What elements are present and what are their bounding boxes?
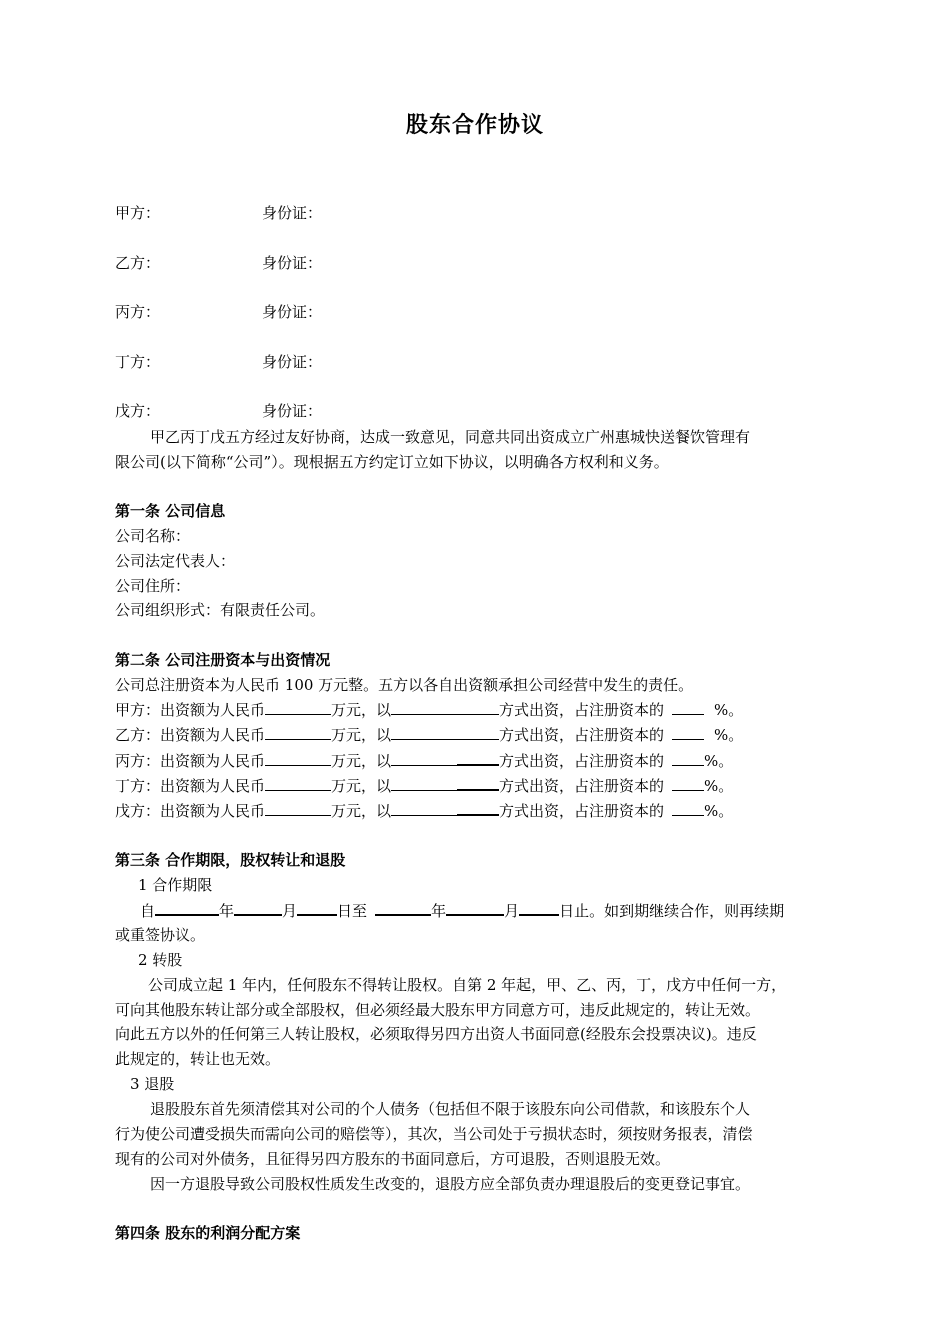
party-e-id-label: 身份证： — [262, 402, 323, 420]
party-b-id-label: 身份证： — [262, 254, 323, 272]
company-form-field: 公司组织形式：有限责任公司。 — [115, 601, 326, 619]
contribution-party: 丙方：出资额为人民币 — [115, 752, 266, 770]
contribution-percent: %。 — [704, 752, 734, 770]
contribution-unit: 万元，以 — [331, 802, 392, 820]
article-4-heading: 第四条 股东的利润分配方案 — [115, 1224, 301, 1242]
term-line — [140, 900, 784, 921]
method-blank — [391, 801, 457, 816]
contribution-party: 甲方：出资额为人民币 — [115, 701, 266, 719]
contribution-row-c — [115, 750, 733, 771]
term-end: 日止。如到期继续合作，则再续期 — [559, 902, 785, 920]
contribution-party: 乙方：出资额为人民币 — [115, 726, 266, 744]
party-a-id-label: 身份证： — [262, 204, 323, 222]
contribution-method: 方式出资，占注册资本的 — [499, 802, 665, 820]
method-blank — [391, 725, 499, 740]
party-e-label: 戊方： — [115, 402, 161, 420]
term-month: 月 — [282, 902, 298, 920]
intro-line-2: 限公司(以下简称“公司”）。现根据五方约定订立如下协议，以明确各方权利和义务。 — [115, 453, 669, 471]
withdraw-line-3: 现有的公司对外债务，且征得另四方股东的书面同意后，方可退股，否则退股无效。 — [115, 1150, 671, 1168]
contribution-method: 方式出资，占注册资本的 — [499, 726, 665, 744]
transfer-line-3: 向此五方以外的任何第三人转让股权，必须取得另四方出资人书面同意(经股东会投票决议)。违反 — [115, 1025, 757, 1043]
contribution-unit: 万元，以 — [331, 752, 392, 770]
percent-blank — [672, 801, 704, 816]
contribution-unit: 万元，以 — [331, 777, 392, 795]
term-day-to: 日至 — [337, 902, 368, 920]
term-subheading: 1 合作期限 — [138, 876, 213, 894]
party-d-id-label: 身份证： — [262, 353, 323, 371]
term-year-2: 年 — [431, 902, 447, 920]
amount-blank — [265, 751, 331, 766]
withdraw-line-2: 行为使公司遭受损失而需向公司的赔偿等），其次，当公司处于亏损状态时，须按财务报表，清偿 — [115, 1125, 753, 1143]
start-day-blank — [297, 900, 337, 916]
method-blank-thick — [457, 800, 499, 816]
contribution-method: 方式出资，占注册资本的 — [499, 701, 665, 719]
transfer-line-4: 此规定的，转让也无效。 — [115, 1050, 281, 1068]
contribution-party: 戊方：出资额为人民币 — [115, 802, 266, 820]
amount-blank — [265, 725, 331, 740]
term-month-2: 月 — [504, 902, 520, 920]
contribution-unit: 万元，以 — [331, 726, 392, 744]
end-year-blank — [375, 900, 431, 916]
end-day-blank — [519, 900, 559, 916]
end-month-blank — [446, 900, 504, 916]
contribution-percent: %。 — [714, 701, 744, 719]
article-3-heading: 第三条 合作期限，股权转让和退股 — [115, 851, 346, 869]
method-blank-thick — [457, 750, 499, 766]
party-d-label: 丁方： — [115, 353, 161, 371]
article-1-heading: 第一条 公司信息 — [115, 502, 226, 520]
contribution-percent: %。 — [704, 802, 734, 820]
withdraw-line-1: 退股股东首先须清偿其对公司的个人债务（包括但不限于该股东向公司借款，和该股东个人 — [150, 1100, 751, 1118]
method-blank-thick — [457, 775, 499, 791]
party-b-label: 乙方： — [115, 254, 161, 272]
contribution-party: 丁方：出资额为人民币 — [115, 777, 266, 795]
withdraw-subheading: 3 退股 — [130, 1075, 175, 1093]
term-from: 自 — [140, 902, 156, 920]
method-blank — [391, 776, 457, 791]
party-c-label: 丙方： — [115, 303, 161, 321]
amount-blank — [265, 801, 331, 816]
withdraw-line-4: 因一方退股导致公司股权性质发生改变的，退股方应全部负责办理退股后的变更登记事宜。 — [150, 1175, 751, 1193]
method-blank — [391, 751, 457, 766]
start-year-blank — [155, 900, 219, 916]
article-2-heading: 第二条 公司注册资本与出资情况 — [115, 651, 331, 669]
contribution-percent: %。 — [704, 777, 734, 795]
term-line-2: 或重签协议。 — [115, 926, 206, 944]
transfer-line-1: 公司成立起 1 年内，任何股东不得转让股权。自第 2 年起，甲、乙、丙，丁，戊方中任何一方， — [148, 976, 787, 994]
percent-blank — [672, 700, 704, 715]
contribution-method: 方式出资，占注册资本的 — [499, 777, 665, 795]
transfer-subheading: 2 转股 — [138, 951, 183, 969]
contribution-percent: %。 — [714, 726, 744, 744]
percent-blank — [672, 776, 704, 791]
contribution-row-b — [115, 725, 743, 745]
legal-representative-field: 公司法定代表人： — [115, 552, 236, 570]
start-month-blank — [234, 900, 282, 916]
company-address-field: 公司住所： — [115, 577, 191, 595]
amount-blank — [265, 776, 331, 791]
method-blank — [391, 700, 499, 715]
contribution-row-e — [115, 800, 733, 821]
party-a-label: 甲方： — [115, 204, 161, 222]
contribution-method: 方式出资，占注册资本的 — [499, 752, 665, 770]
percent-blank — [672, 725, 704, 740]
transfer-line-2: 可向其他股东转让部分或全部股权，但必须经最大股东甲方同意方可，违反此规定的，转让无效。 — [115, 1001, 761, 1019]
document-title: 股东合作协议 — [405, 112, 544, 138]
term-year: 年 — [219, 902, 235, 920]
contribution-row-d — [115, 775, 733, 796]
capital-summary: 公司总注册资本为人民币 100 万元整。五方以各自出资额承担公司经营中发生的责任。 — [115, 676, 694, 694]
contribution-unit: 万元，以 — [331, 701, 392, 719]
percent-blank — [672, 751, 704, 766]
amount-blank — [265, 700, 331, 715]
party-c-id-label: 身份证： — [262, 303, 323, 321]
intro-line-1: 甲乙丙丁戊五方经过友好协商，达成一致意见，同意共同出资成立广州惠城快送餐饮管理有 — [150, 428, 751, 446]
contribution-row-a — [115, 700, 743, 720]
company-name-field: 公司名称： — [115, 527, 191, 545]
